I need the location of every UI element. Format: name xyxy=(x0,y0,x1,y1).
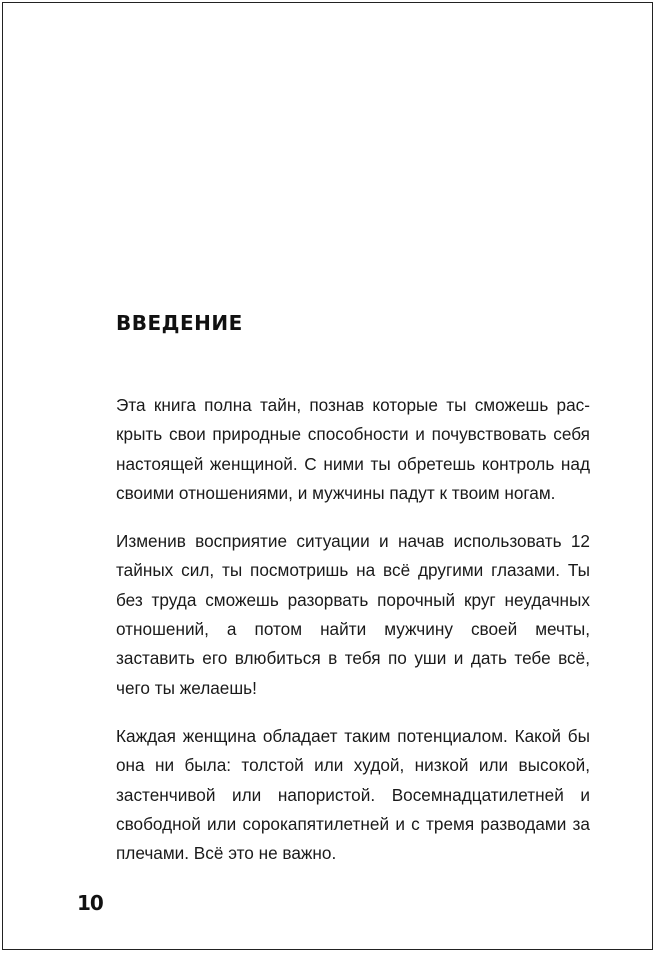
paragraph-3: Каждая женщина обладает таким потенциалом. Какой бы она ни была: толстой или худой, низкой или высокой, застенчивой или напористой. Восемнадцатилетней и свободной или сорокапятилетней и с тремя разводaми за плечами. Всё это не важно. xyxy=(116,725,590,864)
book-page xyxy=(2,2,653,950)
body-text xyxy=(116,391,590,887)
paragraph-2: Изменив восприятие ситуации и начав использовать 12 тайных сил, ты посмотришь на всё другими глазами. Ты без труда сможешь разорвать порочный круг неудачных отношений, а потом найти мужчину своей мечты, заставить его влюбиться в тебя по уши и дать тебе всё, чего ты желаешь! xyxy=(116,531,590,698)
paragraph-1: Эта книга полна тайн, познав которые ты сможешь раскрыть свои природные способности и почувствовать себя настоящей женщиной. С ними ты обретешь контроль над своими отношениями, и мужчины падут к твоим ногам. xyxy=(116,395,590,503)
page-number: 10 xyxy=(77,891,103,915)
chapter-heading: ВВЕДЕНИЕ xyxy=(116,311,243,335)
